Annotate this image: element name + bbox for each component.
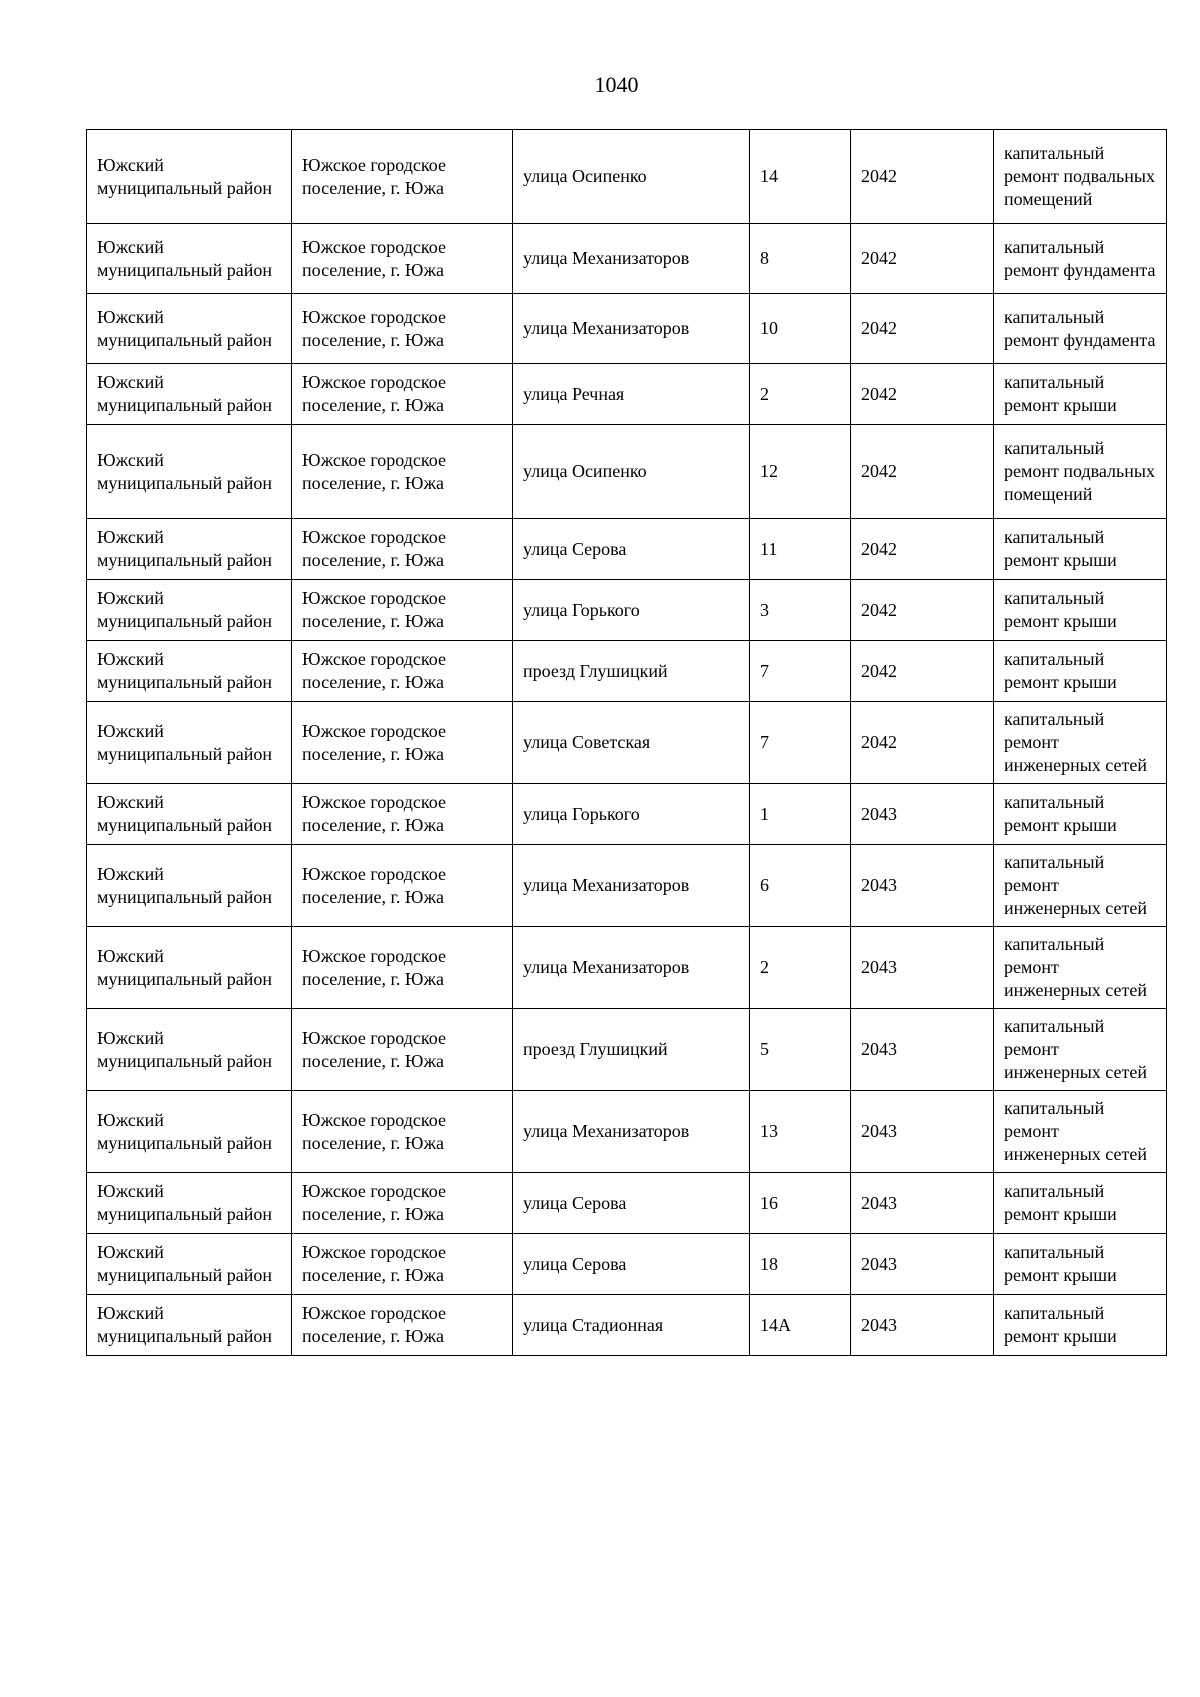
house-number-cell: 13 <box>750 1091 851 1173</box>
settlement-cell: Южское городское поселение, г. Южа <box>292 845 513 927</box>
work-type-cell: капитальный ремонт крыши <box>994 1234 1167 1295</box>
year-cell: 2043 <box>851 1173 994 1234</box>
street-cell: улица Механизаторов <box>513 294 750 364</box>
street-cell: улица Горького <box>513 784 750 845</box>
table-row <box>87 845 1167 927</box>
settlement-cell: Южское городское поселение, г. Южа <box>292 1295 513 1356</box>
table-row <box>87 1173 1167 1234</box>
house-number-cell: 16 <box>750 1173 851 1234</box>
work-type-cell: капитальный ремонт крыши <box>994 364 1167 425</box>
district-cell: Южский муниципальный район <box>87 580 292 641</box>
year-cell: 2042 <box>851 224 994 294</box>
repair-schedule-table <box>86 129 1167 1356</box>
year-cell: 2042 <box>851 580 994 641</box>
house-number-cell: 1 <box>750 784 851 845</box>
street-cell: улица Серова <box>513 1173 750 1234</box>
street-cell: улица Стадионная <box>513 1295 750 1356</box>
district-cell: Южский муниципальный район <box>87 364 292 425</box>
work-type-cell: капитальный ремонт крыши <box>994 580 1167 641</box>
year-cell: 2043 <box>851 1009 994 1091</box>
settlement-cell: Южское городское поселение, г. Южа <box>292 224 513 294</box>
district-cell: Южский муниципальный район <box>87 224 292 294</box>
district-cell: Южский муниципальный район <box>87 294 292 364</box>
settlement-cell: Южское городское поселение, г. Южа <box>292 294 513 364</box>
street-cell: улица Механизаторов <box>513 224 750 294</box>
work-type-cell: капитальный ремонт инженерных сетей <box>994 1009 1167 1091</box>
table-row <box>87 1234 1167 1295</box>
settlement-cell: Южское городское поселение, г. Южа <box>292 425 513 519</box>
district-cell: Южский муниципальный район <box>87 927 292 1009</box>
house-number-cell: 7 <box>750 702 851 784</box>
district-cell: Южский муниципальный район <box>87 1173 292 1234</box>
work-type-cell: капитальный ремонт инженерных сетей <box>994 702 1167 784</box>
district-cell: Южский муниципальный район <box>87 1295 292 1356</box>
work-type-cell: капитальный ремонт крыши <box>994 1173 1167 1234</box>
year-cell: 2043 <box>851 1295 994 1356</box>
street-cell: улица Осипенко <box>513 425 750 519</box>
year-cell: 2043 <box>851 1234 994 1295</box>
year-cell: 2043 <box>851 927 994 1009</box>
table-row <box>87 364 1167 425</box>
street-cell: улица Механизаторов <box>513 927 750 1009</box>
settlement-cell: Южское городское поселение, г. Южа <box>292 784 513 845</box>
settlement-cell: Южское городское поселение, г. Южа <box>292 364 513 425</box>
table-row <box>87 784 1167 845</box>
settlement-cell: Южское городское поселение, г. Южа <box>292 130 513 224</box>
street-cell: проезд Глушицкий <box>513 641 750 702</box>
table-row <box>87 1009 1167 1091</box>
house-number-cell: 18 <box>750 1234 851 1295</box>
table-row <box>87 519 1167 580</box>
year-cell: 2042 <box>851 130 994 224</box>
work-type-cell: капитальный ремонт крыши <box>994 1295 1167 1356</box>
street-cell: улица Механизаторов <box>513 1091 750 1173</box>
work-type-cell: капитальный ремонт подвальных помещений <box>994 425 1167 519</box>
work-type-cell: капитальный ремонт подвальных помещений <box>994 130 1167 224</box>
street-cell: улица Серова <box>513 519 750 580</box>
work-type-cell: капитальный ремонт фундамента <box>994 294 1167 364</box>
settlement-cell: Южское городское поселение, г. Южа <box>292 1234 513 1295</box>
house-number-cell: 7 <box>750 641 851 702</box>
work-type-cell: капитальный ремонт фундамента <box>994 224 1167 294</box>
settlement-cell: Южское городское поселение, г. Южа <box>292 519 513 580</box>
year-cell: 2042 <box>851 641 994 702</box>
table-row <box>87 1295 1167 1356</box>
street-cell: проезд Глушицкий <box>513 1009 750 1091</box>
street-cell: улица Горького <box>513 580 750 641</box>
table-row <box>87 130 1167 224</box>
table-row <box>87 580 1167 641</box>
year-cell: 2042 <box>851 294 994 364</box>
table-row <box>87 641 1167 702</box>
house-number-cell: 11 <box>750 519 851 580</box>
district-cell: Южский муниципальный район <box>87 702 292 784</box>
house-number-cell: 3 <box>750 580 851 641</box>
house-number-cell: 8 <box>750 224 851 294</box>
year-cell: 2043 <box>851 845 994 927</box>
table-row <box>87 294 1167 364</box>
house-number-cell: 2 <box>750 927 851 1009</box>
street-cell: улица Серова <box>513 1234 750 1295</box>
work-type-cell: капитальный ремонт крыши <box>994 784 1167 845</box>
district-cell: Южский муниципальный район <box>87 784 292 845</box>
table-row <box>87 702 1167 784</box>
work-type-cell: капитальный ремонт инженерных сетей <box>994 927 1167 1009</box>
table-row <box>87 224 1167 294</box>
settlement-cell: Южское городское поселение, г. Южа <box>292 1009 513 1091</box>
table-row <box>87 927 1167 1009</box>
house-number-cell: 2 <box>750 364 851 425</box>
house-number-cell: 10 <box>750 294 851 364</box>
table-body <box>87 130 1167 1356</box>
street-cell: улица Осипенко <box>513 130 750 224</box>
district-cell: Южский муниципальный район <box>87 425 292 519</box>
year-cell: 2042 <box>851 519 994 580</box>
settlement-cell: Южское городское поселение, г. Южа <box>292 641 513 702</box>
work-type-cell: капитальный ремонт крыши <box>994 519 1167 580</box>
year-cell: 2042 <box>851 425 994 519</box>
settlement-cell: Южское городское поселение, г. Южа <box>292 1173 513 1234</box>
work-type-cell: капитальный ремонт крыши <box>994 641 1167 702</box>
street-cell: улица Советская <box>513 702 750 784</box>
house-number-cell: 5 <box>750 1009 851 1091</box>
district-cell: Южский муниципальный район <box>87 1009 292 1091</box>
house-number-cell: 6 <box>750 845 851 927</box>
work-type-cell: капитальный ремонт инженерных сетей <box>994 845 1167 927</box>
street-cell: улица Механизаторов <box>513 845 750 927</box>
settlement-cell: Южское городское поселение, г. Южа <box>292 580 513 641</box>
settlement-cell: Южское городское поселение, г. Южа <box>292 927 513 1009</box>
table-row <box>87 425 1167 519</box>
street-cell: улица Речная <box>513 364 750 425</box>
district-cell: Южский муниципальный район <box>87 641 292 702</box>
settlement-cell: Южское городское поселение, г. Южа <box>292 702 513 784</box>
year-cell: 2042 <box>851 702 994 784</box>
table-row <box>87 1091 1167 1173</box>
year-cell: 2043 <box>851 1091 994 1173</box>
district-cell: Южский муниципальный район <box>87 1091 292 1173</box>
house-number-cell: 14А <box>750 1295 851 1356</box>
house-number-cell: 12 <box>750 425 851 519</box>
year-cell: 2042 <box>851 364 994 425</box>
house-number-cell: 14 <box>750 130 851 224</box>
work-type-cell: капитальный ремонт инженерных сетей <box>994 1091 1167 1173</box>
district-cell: Южский муниципальный район <box>87 519 292 580</box>
district-cell: Южский муниципальный район <box>87 130 292 224</box>
year-cell: 2043 <box>851 784 994 845</box>
page-number: 1040 <box>594 72 639 97</box>
settlement-cell: Южское городское поселение, г. Южа <box>292 1091 513 1173</box>
district-cell: Южский муниципальный район <box>87 845 292 927</box>
district-cell: Южский муниципальный район <box>87 1234 292 1295</box>
